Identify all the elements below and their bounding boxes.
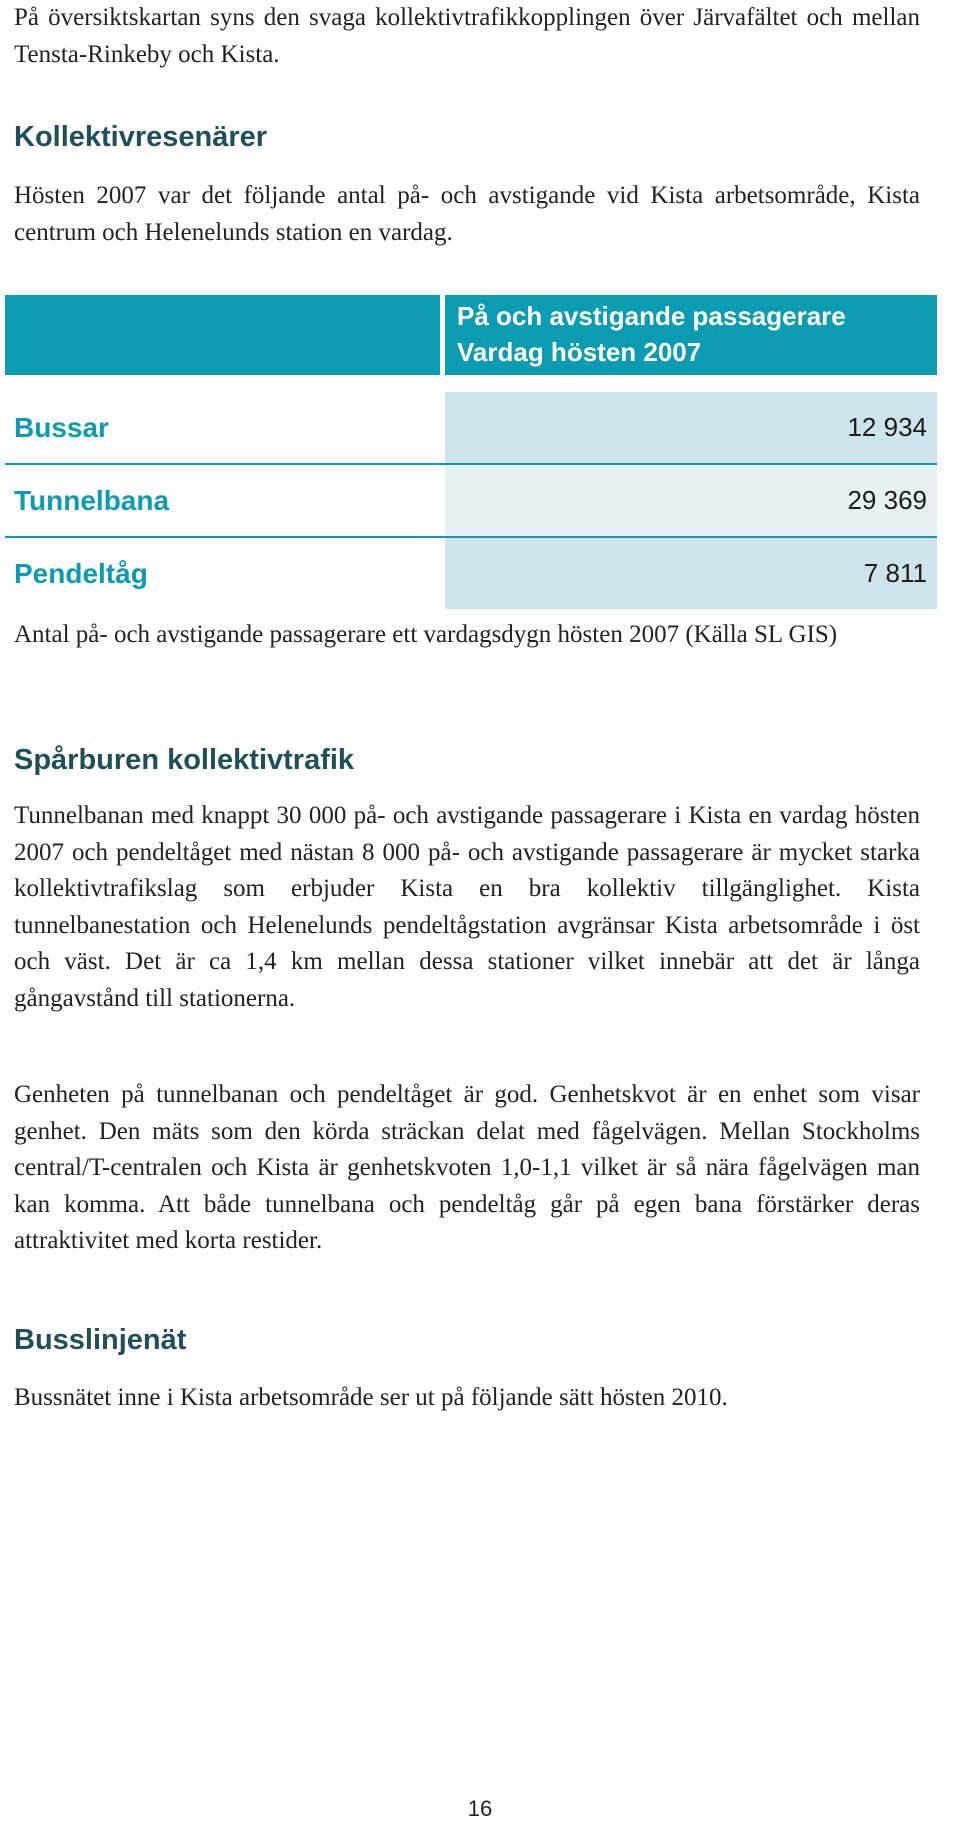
section1-paragraph: Hösten 2007 var det följande antal på- och avstigande vid Kista arbetsområde, Kista centrum och Helenelunds station en vardag.	[14, 182, 920, 246]
table-row-label: Bussar	[14, 412, 109, 443]
table-row-value: 29 369	[445, 465, 937, 536]
intro-paragraph: På översiktskartan syns den svaga kollektivtrafikkopplingen över Järvafältet och mellan Tensta-Rinkeby och Kista.	[14, 4, 920, 68]
table-row-value: 12 934	[445, 392, 937, 463]
table-row	[5, 465, 937, 536]
table-caption: Antal på- och avstigande passagerare ett vardagsdygn hösten 2007 (Källa SL GIS)	[14, 621, 838, 648]
table-header	[5, 295, 937, 375]
table-header-line2: Vardag hösten 2007	[457, 337, 702, 367]
table-header-line1: På och avstigande passagerare	[457, 301, 846, 331]
section3-paragraph: Bussnätet inne i Kista arbetsområde ser ut på följande sätt hösten 2010.	[14, 1384, 728, 1411]
section2-paragraph2: Genheten på tunnelbanan och pendeltåget är god. Genhetskvot är en enhet som visar genhet. Den mäts som den körda sträckan delat med fågelvägen. Mellan Stockholms central/T-centralen och Kista är genhetskvoten 1,0-1,1 vilket är så nära fågelvägen man kan komma. Att både tunnelbana och pendeltåg går på egen bana förstärker deras attraktivitet med korta restider.	[14, 1081, 920, 1254]
table-row	[5, 392, 937, 463]
section-heading-busslinjenat: Busslinjenät	[14, 1324, 187, 1356]
table-header-empty-cell	[5, 295, 440, 375]
table-row-label: Tunnelbana	[14, 485, 170, 516]
section-heading-kollektivresenarer: Kollektivresenärer	[14, 121, 268, 153]
table-header-title	[445, 295, 937, 375]
table-row-value: 7 811	[445, 538, 937, 609]
section-heading-sparburen: Spårburen kollektivtrafik	[14, 744, 355, 776]
table-row	[5, 538, 937, 609]
table-row-label: Pendeltåg	[14, 558, 148, 589]
section2-paragraph1: Tunnelbanan med knappt 30 000 på- och avstigande passagerare i Kista en vardag hösten 2007 och pendeltåget med nästan 8 000 på- och avstigande passagerare är mycket starka kollektivtrafikslag som erbjuder Kista en bra kollektiv tillgänglighet. Kista tunnelbanestation och Helenelunds pendeltågstation avgränsar Kista arbetsområde i öst och väst. Det är ca 1,4 km mellan dessa stationer vilket innebär att det är långa gångavstånd till stationerna.	[14, 802, 920, 1012]
page-number: 16	[467, 1796, 493, 1821]
